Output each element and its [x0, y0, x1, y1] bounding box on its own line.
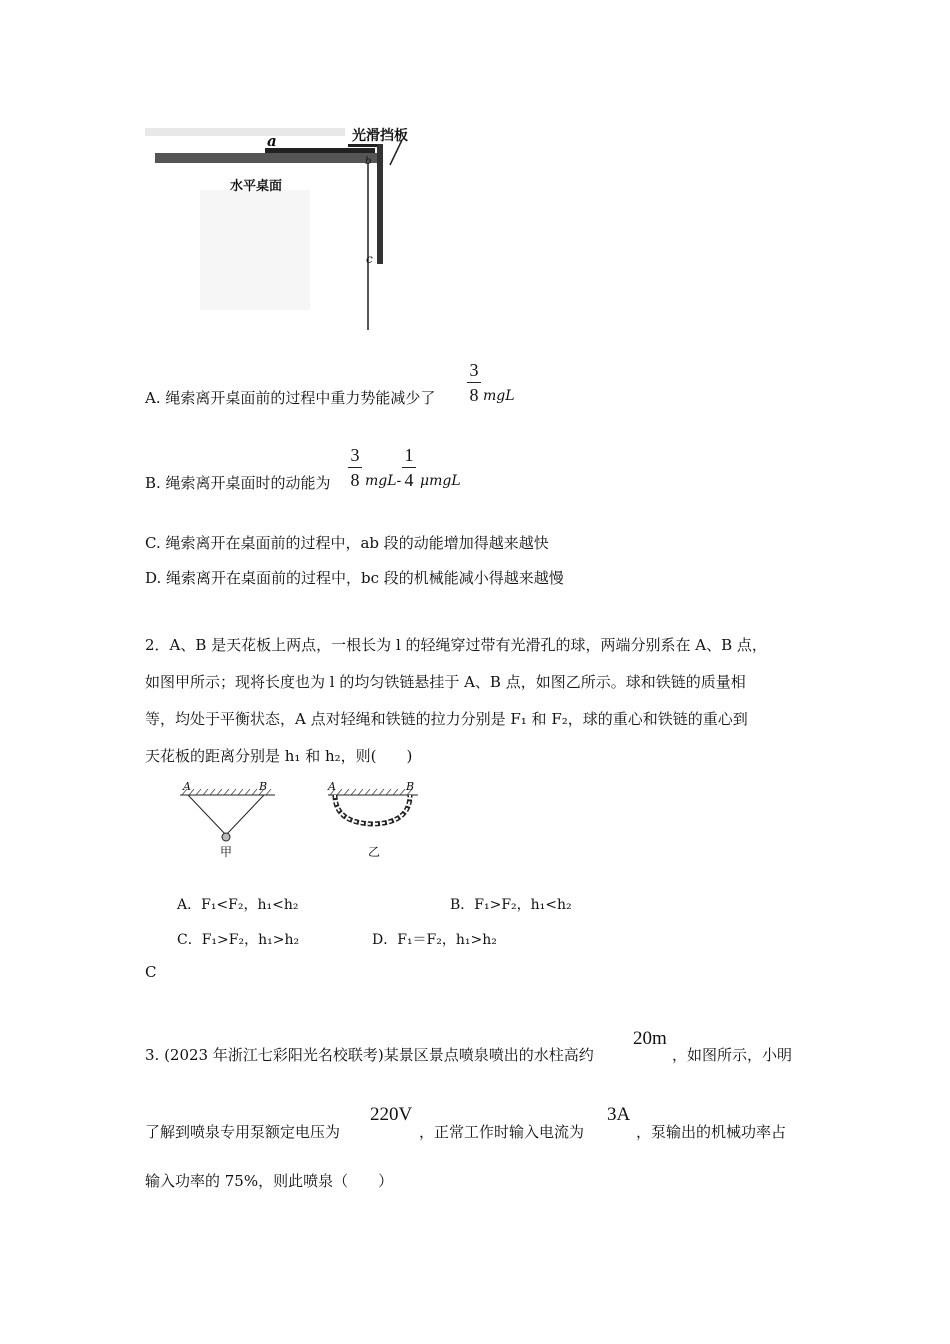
fraction-3-8-a — [467, 360, 481, 405]
frac-num: 3 — [350, 445, 360, 465]
q2-text-1: ．A、B 是天花板上两点，一根长为 l 的轻绳穿过带有光滑孔的球，两端分别系在 A、B 点， — [154, 636, 767, 654]
option-a-text: A. 绳索离开桌面前的过程中重力势能减少了 — [145, 389, 436, 407]
frac-den: 4 — [404, 470, 414, 490]
option-d: D. 绳索离开在桌面前的过程中，bc 段的机械能减小得越来越慢 — [145, 569, 564, 587]
label-table: 水平桌面 — [230, 179, 283, 194]
option-b-text: B. 绳索离开桌面时的动能为 — [145, 474, 331, 492]
q3-text-4: ，正常工作时输入电流为 — [419, 1123, 585, 1141]
q3-line-2 — [145, 1121, 340, 1142]
fraction-3-8-b — [348, 445, 362, 490]
fig-label-jia: 甲 — [220, 845, 233, 859]
label-baffle: 光滑挡板 — [352, 128, 408, 144]
frac-num: 3 — [469, 360, 479, 380]
q3-text-5: ，泵输出的机械功率占 — [636, 1123, 787, 1141]
hanging-diagrams — [170, 778, 440, 863]
q2-option-a: A．F₁<F₂，h₁<h₂ — [177, 897, 299, 913]
q2-line-3: 等，均处于平衡状态，A 点对轻绳和铁链的拉力分别是 F₁ 和 F₂，球的重心和铁链的重心到 — [145, 710, 748, 728]
label-b: b — [365, 156, 372, 167]
q3-voltage: 220V — [370, 1104, 413, 1125]
question-2 — [145, 627, 810, 775]
smooth-baffle — [377, 144, 383, 264]
fig-label-b1: B — [259, 780, 268, 793]
fig-label-a1: A — [183, 780, 191, 793]
q2-option-d: D．F₁＝F₂，h₁>h₂ — [372, 932, 497, 948]
q2-line-2: 如图甲所示；现将长度也为 l 的均匀铁链悬挂于 A、B 点，如图乙所示。球和铁链的质量相 — [145, 673, 746, 691]
rope-table-figure — [140, 120, 440, 340]
q2-answer: C — [145, 963, 157, 981]
rope-table-diagram — [140, 120, 440, 340]
frac-den: 8 — [350, 470, 360, 490]
option-b-mid: mgL- — [365, 473, 402, 489]
q3-text-1: 3. (2023 年浙江七彩阳光名校联考)某景区景点喷泉喷出的水柱高约 — [145, 1046, 594, 1064]
option-a-tail: mgL — [483, 388, 515, 404]
fig-label-b2: B — [406, 780, 415, 793]
label-a: a — [267, 132, 277, 150]
q2-number: 2 — [145, 636, 155, 654]
figure-jia-yi — [170, 778, 440, 863]
q2-line-1 — [145, 627, 810, 664]
q2-line-4: 天花板的距离分别是 h₁ 和 h₂，则( ) — [145, 747, 413, 765]
rope-on-table — [265, 148, 375, 153]
option-b — [145, 472, 331, 493]
label-c: c — [366, 252, 373, 266]
fraction-1-4 — [402, 445, 416, 490]
ball — [222, 833, 230, 841]
q3-text-3: 了解到喷泉专用泵额定电压为 — [145, 1123, 341, 1141]
q3-text-2: ，如图所示，小明 — [672, 1046, 793, 1064]
table-top — [155, 153, 380, 163]
option-b-tail: μmgL — [420, 473, 461, 489]
q2-option-c: C．F₁>F₂，h₁>h₂ — [177, 932, 300, 948]
option-a — [145, 387, 435, 408]
frac-num: 1 — [404, 445, 414, 465]
fig-label-yi: 乙 — [368, 845, 381, 859]
option-c: C. 绳索离开在桌面前的过程中，ab 段的动能增加得越来越快 — [145, 534, 549, 552]
q3-line-1 — [145, 1044, 594, 1065]
frac-den: 8 — [469, 385, 479, 405]
fig-label-a2: A — [328, 780, 336, 793]
q2-option-b: B．F₁>F₂，h₁<h₂ — [450, 897, 572, 913]
q3-height: 20m — [633, 1028, 667, 1049]
chain — [335, 795, 410, 824]
q3-current: 3A — [607, 1104, 631, 1125]
q3-line-3: 输入功率的 75%，则此喷泉（ ） — [145, 1172, 394, 1190]
